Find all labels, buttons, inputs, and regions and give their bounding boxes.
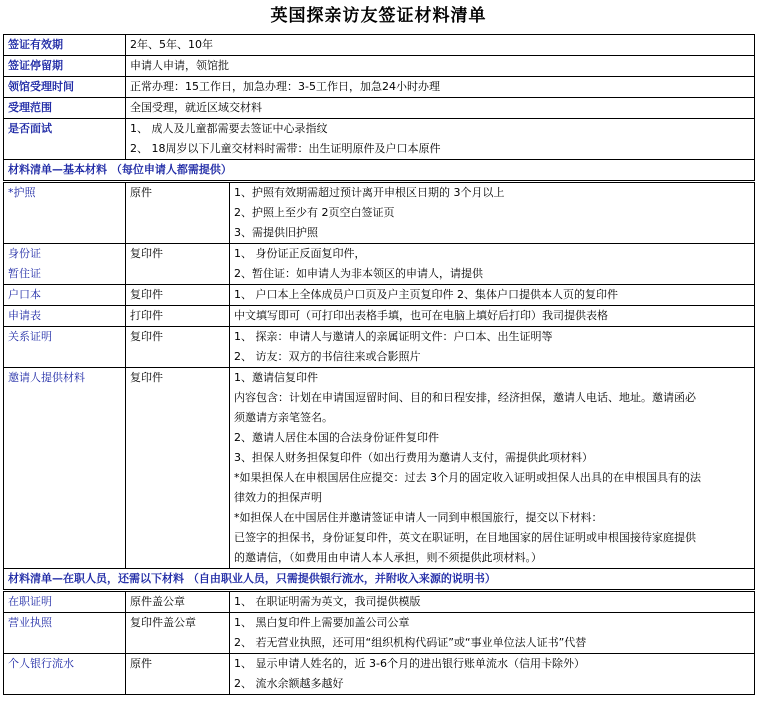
cell-line: 户口本 bbox=[8, 288, 41, 301]
material-row bbox=[4, 591, 755, 613]
cell-line: *护照 bbox=[8, 186, 36, 199]
material-description bbox=[230, 327, 755, 368]
info-value bbox=[126, 98, 755, 119]
cell-line: 内容包含：计划在申请国逗留时间、目的和日程安排，经济担保，邀请人电话、地址。邀请函必 bbox=[234, 391, 696, 404]
material-description bbox=[230, 591, 755, 613]
material-item bbox=[4, 182, 126, 244]
material-item bbox=[4, 285, 126, 306]
cell-line: 已签字的担保书，身份证复印件，英文在职证明，在目地国家的居住证明或申根国接待家庭提供 bbox=[234, 531, 696, 544]
cell-line: 1、 黑白复印件上需要加盖公司公章 bbox=[234, 616, 410, 629]
info-label: 是否面试 bbox=[4, 119, 126, 160]
cell-line: *如担保人在中国居住并邀请签证申请人一同到申根国旅行，提交以下材料： bbox=[234, 511, 603, 524]
section-header-basic bbox=[4, 160, 755, 182]
material-item bbox=[4, 368, 126, 569]
material-type: 复印件 bbox=[126, 327, 230, 368]
section-title-basic: 材料清单—基本材料 （每位申请人都需提供） bbox=[4, 160, 755, 182]
info-value bbox=[126, 119, 755, 160]
info-row bbox=[4, 56, 755, 77]
info-label: 受理范围 bbox=[4, 98, 126, 119]
info-row bbox=[4, 35, 755, 56]
material-description bbox=[230, 306, 755, 327]
cell-line: 的邀请信，（如费用由申请人本人承担，则不须提供此项材料。） bbox=[234, 551, 542, 564]
material-description bbox=[230, 182, 755, 244]
basic-materials-section bbox=[4, 182, 755, 569]
cell-line: 律效力的担保声明 bbox=[234, 491, 322, 504]
material-description bbox=[230, 654, 755, 695]
material-row bbox=[4, 182, 755, 244]
material-item bbox=[4, 327, 126, 368]
material-item bbox=[4, 654, 126, 695]
cell-line: 邀请人提供材料 bbox=[8, 371, 85, 384]
cell-line: 在职证明 bbox=[8, 595, 52, 608]
info-value bbox=[126, 35, 755, 56]
material-type: 复印件 bbox=[126, 244, 230, 285]
cell-line: 全国受理，就近区域交材料 bbox=[130, 101, 262, 114]
material-description bbox=[230, 285, 755, 306]
cell-line: 1、 成人及儿童都需要去签证中心录指纹 bbox=[130, 122, 328, 135]
cell-line: 1、 户口本上全体成员户口页及户主页复印件 2、集体户口提供本人页的复印件 bbox=[234, 288, 618, 301]
material-item bbox=[4, 306, 126, 327]
material-row bbox=[4, 306, 755, 327]
cell-line: 关系证明 bbox=[8, 330, 52, 343]
material-item bbox=[4, 244, 126, 285]
cell-line: 3、需提供旧护照 bbox=[234, 226, 318, 239]
cell-line: 身份证 bbox=[8, 247, 41, 260]
visa-info-section bbox=[4, 35, 755, 160]
section-title-employed: 材料清单—在职人员，还需以下材料 （自由职业人员，只需提供银行流水，并附收入来源的说明书） bbox=[4, 569, 755, 591]
material-description bbox=[230, 613, 755, 654]
material-type: 复印件 bbox=[126, 285, 230, 306]
cell-line: 1、 探亲：申请人与邀请人的亲属证明文件：户口本、出生证明等 bbox=[234, 330, 553, 343]
material-row bbox=[4, 654, 755, 695]
cell-line: 1、 身份证正反面复印件， bbox=[234, 247, 366, 260]
material-type: 原件 bbox=[126, 654, 230, 695]
cell-line: 2、 18周岁以下儿童交材料时需带：出生证明原件及户口本原件 bbox=[130, 142, 441, 155]
cell-line: 须邀请方亲笔签名。 bbox=[234, 411, 333, 424]
material-description bbox=[230, 368, 755, 569]
cell-line: 正常办理：15工作日，加急办理：3-5工作日，加急24小时办理 bbox=[130, 80, 440, 93]
employed-materials-section bbox=[4, 591, 755, 695]
cell-line: 申请人申请，领馆批 bbox=[130, 59, 229, 72]
info-row bbox=[4, 119, 755, 160]
cell-line: 3、担保人财务担保复印件（如出行费用为邀请人支付，需提供此项材料） bbox=[234, 451, 593, 464]
info-row bbox=[4, 98, 755, 119]
cell-line: 2、暂住证：如申请人为非本领区的申请人，请提供 bbox=[234, 267, 483, 280]
cell-line: 2年、5年、10年 bbox=[130, 38, 213, 51]
material-item bbox=[4, 613, 126, 654]
material-row bbox=[4, 285, 755, 306]
cell-line: 1、邀请信复印件 bbox=[234, 371, 318, 384]
cell-line: 2、 若无营业执照，还可用“组织机构代码证”或“事业单位法人证书”代替 bbox=[234, 636, 587, 649]
material-row bbox=[4, 368, 755, 569]
materials-table bbox=[3, 34, 755, 695]
material-item bbox=[4, 591, 126, 613]
info-value bbox=[126, 56, 755, 77]
cell-line: 2、护照上至少有 2页空白签证页 bbox=[234, 206, 395, 219]
cell-line: 暂住证 bbox=[8, 267, 41, 280]
material-type: 复印件 bbox=[126, 368, 230, 569]
cell-line: 1、护照有效期需超过预计离开申根区日期的 3个月以上 bbox=[234, 186, 505, 199]
cell-line: 营业执照 bbox=[8, 616, 52, 629]
material-description bbox=[230, 244, 755, 285]
material-row bbox=[4, 327, 755, 368]
material-type: 原件盖公章 bbox=[126, 591, 230, 613]
cell-line: 个人银行流水 bbox=[8, 657, 74, 670]
cell-line: 1、 在职证明需为英文，我司提供模版 bbox=[234, 595, 421, 608]
cell-line: 2、 流水余额越多越好 bbox=[234, 677, 344, 690]
cell-line: 申请表 bbox=[8, 309, 41, 322]
material-row bbox=[4, 613, 755, 654]
cell-line: 2、邀请人居住本国的合法身份证件复印件 bbox=[234, 431, 439, 444]
cell-line: *如果担保人在申根国居住应提交：过去 3个月的固定收入证明或担保人出具的在申根国具有的法 bbox=[234, 471, 701, 484]
cell-line: 1、 显示申请人姓名的，近 3-6个月的进出银行账单流水（信用卡除外） bbox=[234, 657, 585, 670]
info-label: 领馆受理时间 bbox=[4, 77, 126, 98]
info-row bbox=[4, 77, 755, 98]
material-type: 打印件 bbox=[126, 306, 230, 327]
material-row bbox=[4, 244, 755, 285]
material-type: 复印件盖公章 bbox=[126, 613, 230, 654]
document-title: 英国探亲访友签证材料清单 bbox=[270, 6, 487, 26]
info-label: 签证停留期 bbox=[4, 56, 126, 77]
info-value bbox=[126, 77, 755, 98]
cell-line: 中文填写即可（可打印出表格手填，也可在电脑上填好后打印）我司提供表格 bbox=[234, 309, 608, 322]
cell-line: 2、 访友：双方的书信往来或合影照片 bbox=[234, 350, 421, 363]
material-type: 原件 bbox=[126, 182, 230, 244]
info-label: 签证有效期 bbox=[4, 35, 126, 56]
section-header-employed bbox=[4, 569, 755, 591]
